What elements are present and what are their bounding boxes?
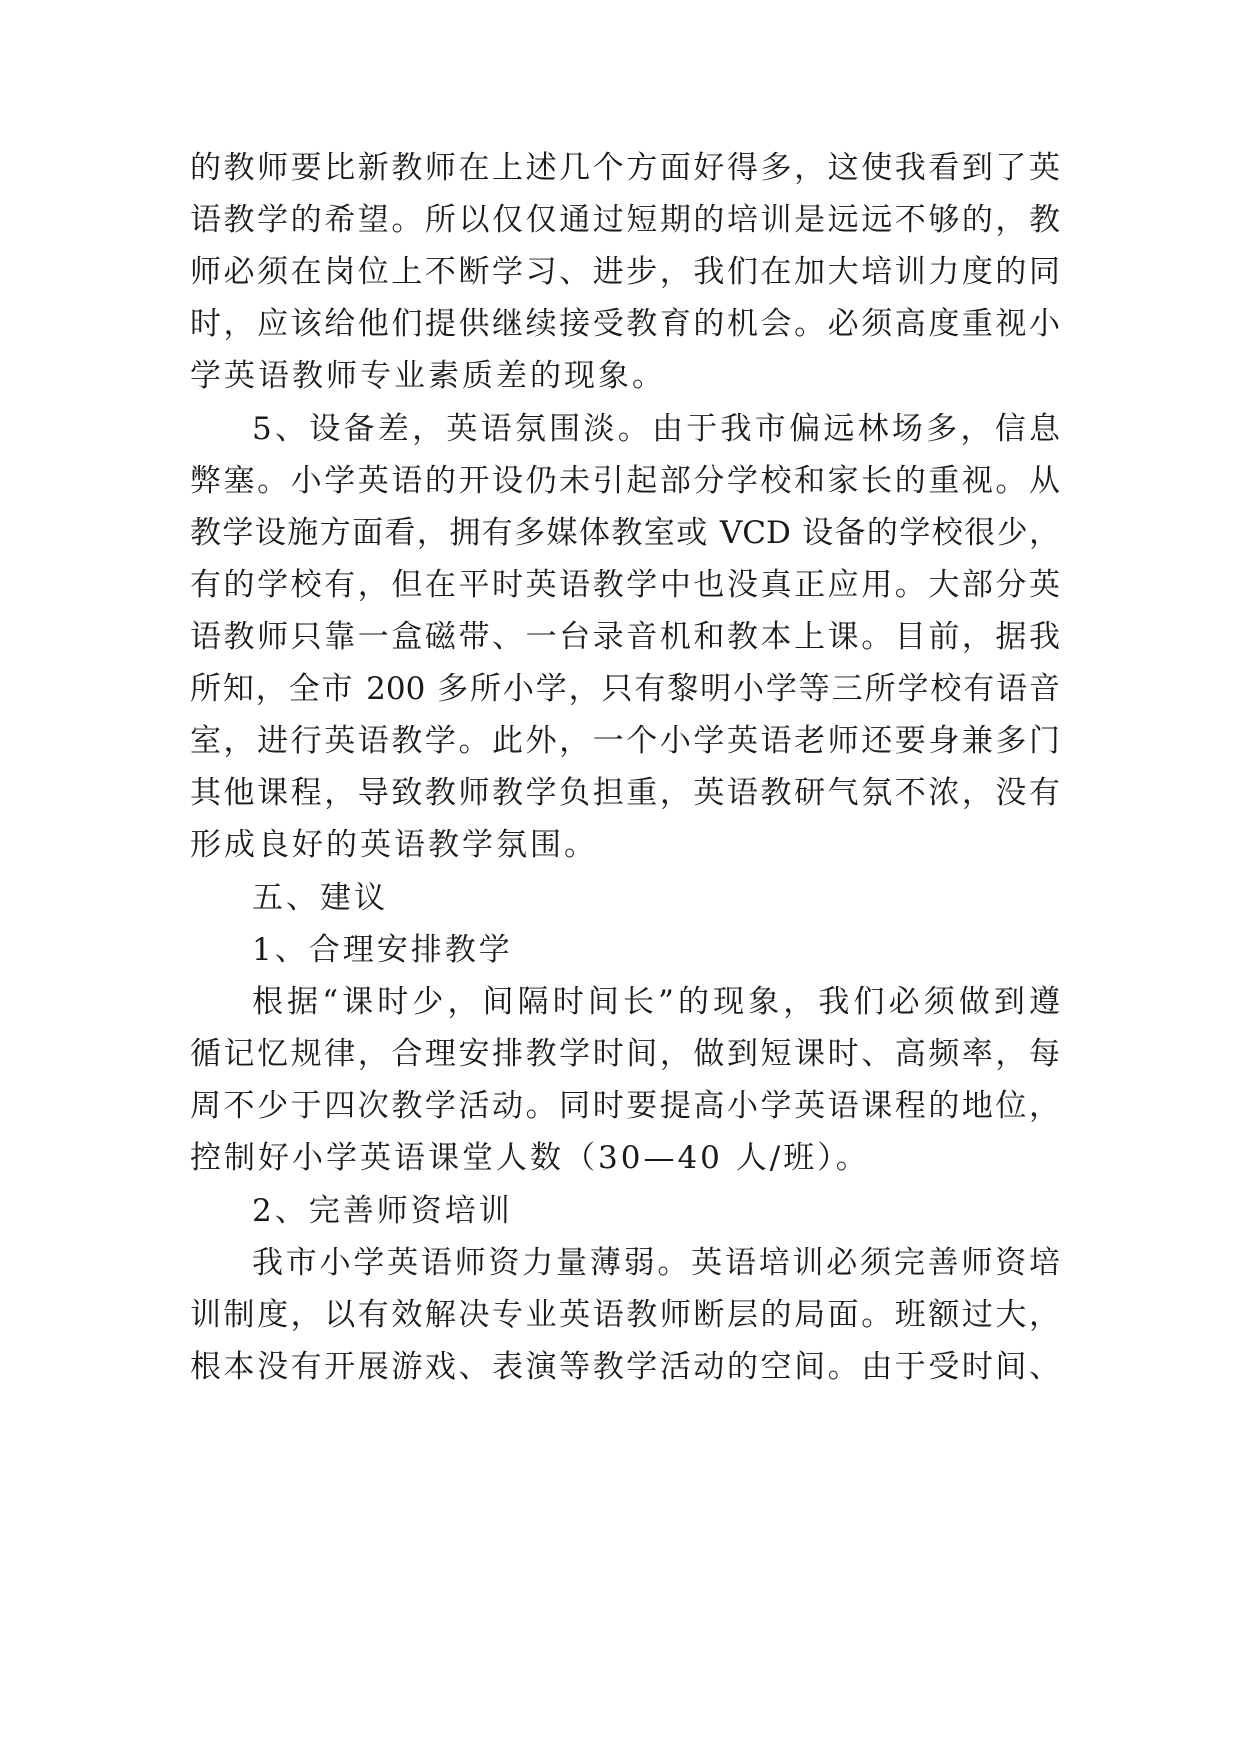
text-line: 训制度，以有效解决专业英语教师断层的局面。班额过大， — [190, 1297, 1060, 1333]
text-line: 语教学的希望。所以仅仅通过短期的培训是远远不够的，教 — [190, 202, 1060, 238]
text-line: 其他课程，导致教师教学负担重，英语教研气氛不浓，没有 — [190, 775, 1060, 811]
text-line: 所知，全市 200 多所小学，只有黎明小学等三所学校有语音 — [190, 671, 1060, 707]
section-heading: 五、建议 — [252, 880, 388, 916]
text-line: 循记忆规律，合理安排教学时间，做到短课时、高频率，每 — [190, 1036, 1060, 1072]
text-line: 弊塞。小学英语的开设仍未引起部分学校和家长的重视。从 — [190, 463, 1060, 499]
subsection-heading: 1、合理安排教学 — [252, 932, 513, 968]
paragraph-start-line: 5、设备差，英语氛围淡。由于我市偏远林场多，信息 — [252, 411, 1060, 447]
text-line: 周不少于四次教学活动。同时要提高小学英语课程的地位， — [190, 1088, 1060, 1124]
text-line: 的教师要比新教师在上述几个方面好得多，这使我看到了英 — [190, 150, 1060, 186]
text-line: 教学设施方面看，拥有多媒体教室或 VCD 设备的学校很少， — [190, 515, 1060, 551]
text-line: 有的学校有，但在平时英语教学中也没真正应用。大部分英 — [190, 567, 1060, 603]
text-line: 室，进行英语教学。此外，一个小学英语老师还要身兼多门 — [190, 723, 1060, 759]
paragraph-start-line: 我市小学英语师资力量薄弱。英语培训必须完善师资培 — [252, 1245, 1060, 1281]
text-line: 时，应该给他们提供继续接受教育的机会。必须高度重视小 — [190, 306, 1060, 342]
text-line: 控制好小学英语课堂人数（30—40 人/班）。 — [190, 1140, 870, 1176]
text-line: 形成良好的英语教学氛围。 — [190, 827, 598, 863]
paragraph-start-line: 根据“课时少，间隔时间长”的现象，我们必须做到遵 — [252, 984, 1060, 1020]
text-line: 学英语教师专业素质差的现象。 — [190, 358, 666, 394]
subsection-heading: 2、完善师资培训 — [252, 1193, 513, 1229]
text-line: 师必须在岗位上不断学习、进步，我们在加大培训力度的同 — [190, 254, 1060, 290]
text-line: 语教师只靠一盒磁带、一台录音机和教本上课。目前，据我 — [190, 619, 1060, 655]
text-line: 根本没有开展游戏、表演等教学活动的空间。由于受时间、 — [190, 1349, 1060, 1385]
